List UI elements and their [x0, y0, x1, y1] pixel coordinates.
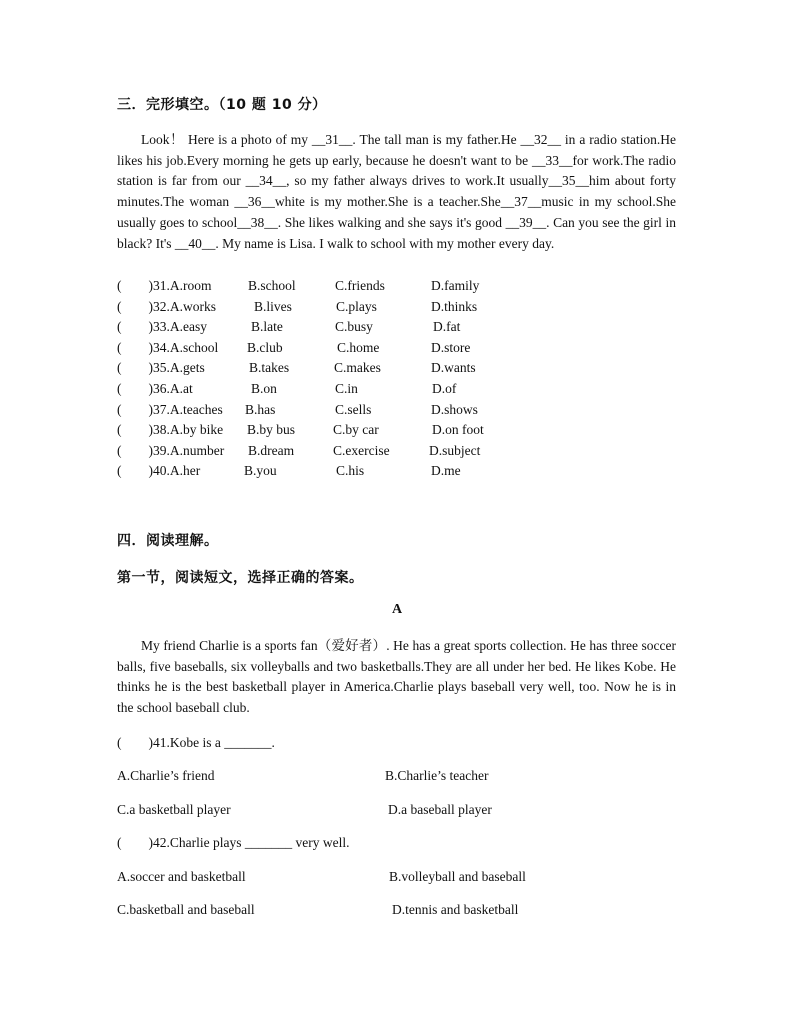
cloze-option-b: B.lives [254, 298, 292, 314]
section-4-subheading: 第一节，阅读短文，选择正确的答案。 [117, 570, 364, 586]
cloze-option-b: B.school [248, 278, 296, 293]
cloze-option-d: D.store [431, 339, 471, 355]
cloze-option-b: B.takes [249, 360, 290, 376]
cloze-question-number: ( )39.A.number [117, 442, 225, 458]
cloze-option-c: C.makes [334, 360, 381, 376]
cloze-option-c: C.friends [335, 278, 385, 293]
cloze-question-number: ( )37.A.teaches [117, 401, 223, 417]
cloze-option-b: B.dream [248, 442, 295, 458]
cloze-option-b: B.club [247, 339, 283, 355]
cloze-option-b: B.on [251, 381, 277, 396]
cloze-question-number: ( )35.A.gets [117, 360, 205, 376]
cloze-option-d: D.wants [431, 360, 476, 376]
cloze-option-c: C.by car [333, 422, 379, 438]
cloze-option-d: D.of [432, 381, 457, 396]
cloze-question-number: ( )33.A.easy [117, 319, 207, 335]
cloze-option-d: D.shows [431, 401, 478, 417]
cloze-question-number: ( )31.A.room [117, 278, 212, 293]
cloze-option-c: C.in [335, 381, 358, 396]
question-42-stem: ( )42.Charlie plays _______ very well. [117, 835, 350, 850]
cloze-option-c: C.his [336, 463, 365, 479]
question-41-option-c: C.a basketball player [117, 802, 231, 817]
cloze-option-d: D.fat [433, 319, 461, 335]
cloze-option-d: D.me [431, 463, 461, 479]
cloze-question-number: ( )40.A.her [117, 463, 201, 479]
passage-a-title: A [391, 602, 403, 617]
reading-passage [117, 636, 676, 719]
reading-passage-text: My friend Charlie is a sports fan（爱好者）. He has a great sports collection. He has three soccer balls, five baseballs, six volleyballs and two basketballs.They are all under her bed. He likes Kobe. He thinks he is the best basketball player in America.Charlie plays baseball very well, too. Now he is in the school baseball club. [117, 638, 676, 716]
cloze-option-d: D.on foot [432, 422, 484, 438]
cloze-option-d: D.family [431, 278, 480, 293]
cloze-option-b: B.by bus [247, 422, 296, 438]
cloze-option-d: D.thinks [431, 298, 478, 314]
question-41-option-d: D.a baseball player [388, 802, 492, 817]
question-42-option-d: D.tennis and basketball [392, 902, 519, 917]
cloze-question-number: ( )38.A.by bike [117, 422, 224, 438]
question-41-option-b: B.Charlie’s teacher [385, 768, 489, 783]
cloze-option-c: C.home [337, 339, 380, 355]
cloze-option-c: C.sells [335, 401, 372, 417]
cloze-option-c: C.exercise [333, 442, 390, 458]
cloze-option-b: B.has [245, 401, 276, 417]
question-42-option-a: A.soccer and basketball [117, 869, 246, 884]
section-4-heading: 四．阅读理解。 [117, 533, 219, 549]
cloze-option-c: C.plays [336, 298, 377, 314]
cloze-option-b: B.you [244, 463, 277, 479]
question-41-option-a: A.Charlie’s friend [117, 768, 215, 783]
cloze-question-number: ( )32.A.works [117, 298, 216, 314]
question-42-option-b: B.volleyball and baseball [389, 869, 526, 884]
cloze-option-c: C.busy [335, 319, 373, 335]
cloze-question-number: ( )34.A.school [117, 339, 219, 355]
cloze-passage [117, 130, 676, 254]
section-3-heading: 三．完形填空。（10 题 10 分） [117, 97, 327, 113]
question-42-option-c: C.basketball and baseball [117, 902, 255, 917]
question-41-stem: ( )41.Kobe is a _______. [117, 735, 275, 750]
cloze-passage-text: Look！ Here is a photo of my __31__. The tall man is my father.He __32__ in a radio station.He likes his job.Every morning he gets up early, because he doesn't want to be __33__for work.The radio station is far from our __34__, so my father always drives to work.It usually__35__him about forty minutes.The woman __36__white is my mother.She is a teacher.She__37__music in my school.She usually goes to school__38__. She likes walking and she says it's good __39__. Can you see the girl in black? It's __40__. My name is Lisa. I walk to school with my mother every day. [117, 132, 676, 251]
cloze-option-d: D.subject [429, 442, 481, 458]
cloze-question-number: ( )36.A.at [117, 381, 193, 396]
cloze-option-b: B.late [251, 319, 283, 335]
